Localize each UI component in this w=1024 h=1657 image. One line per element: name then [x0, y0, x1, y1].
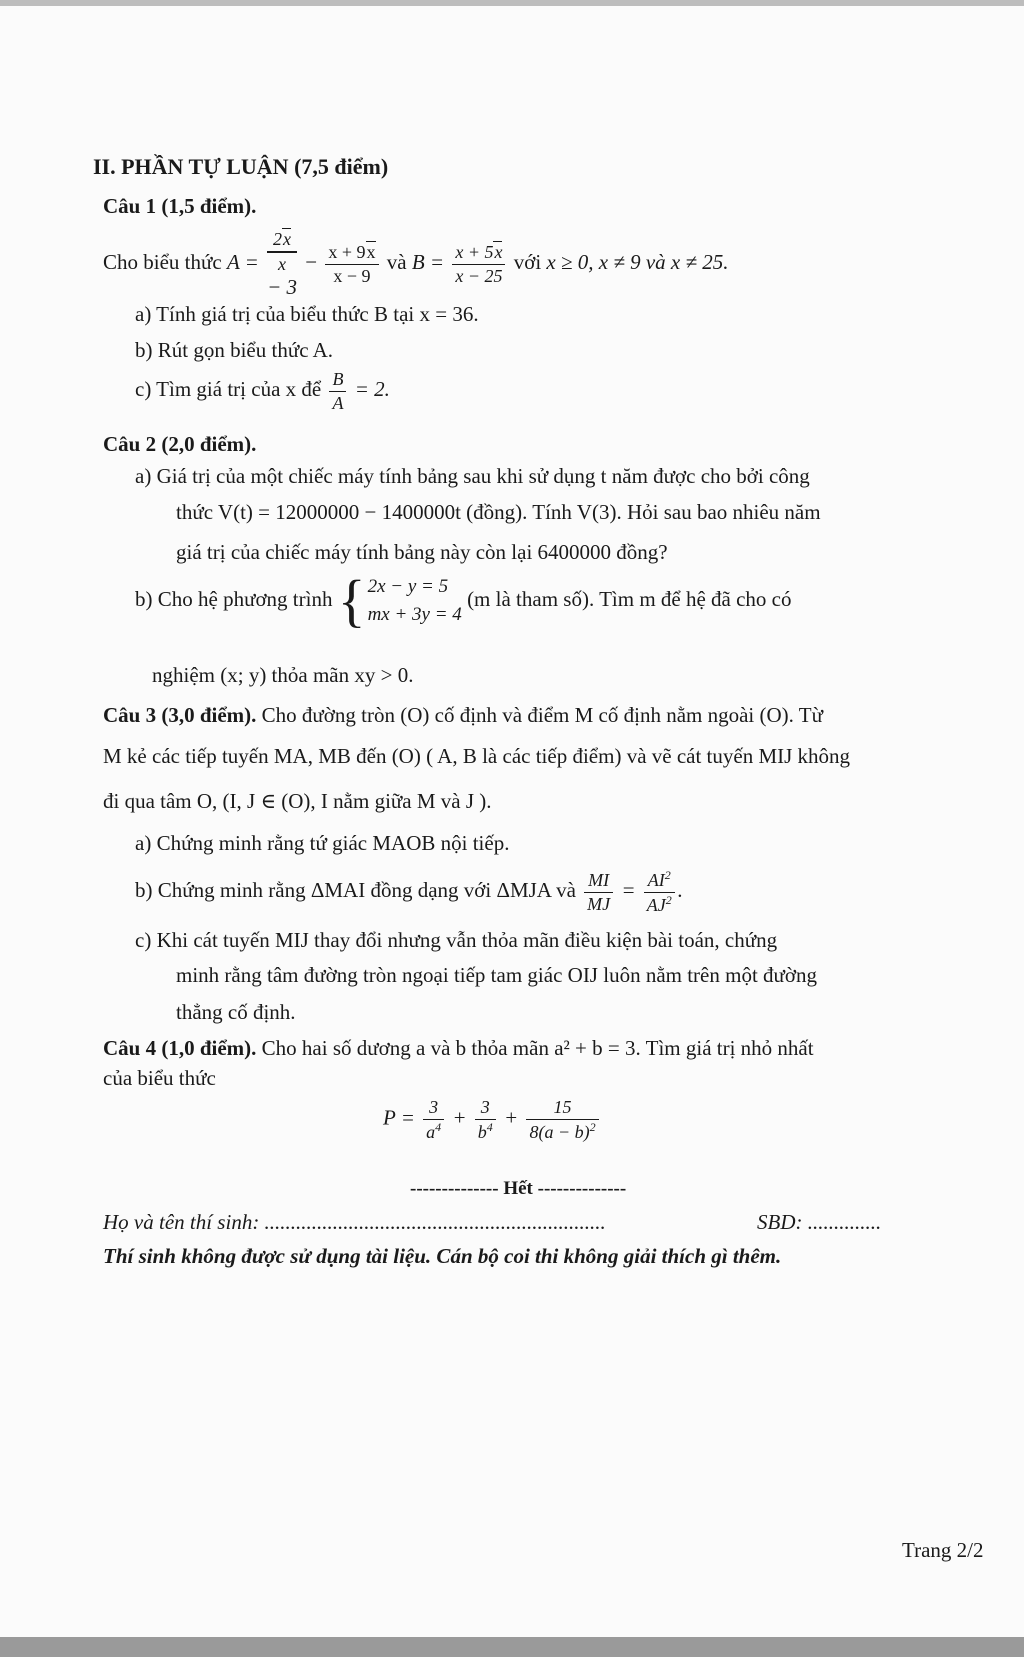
q4-line2: của biểu thức [103, 1066, 216, 1090]
q2-eq1: 2x − y = 5 [367, 575, 449, 597]
expr-B: B = $\frac{x + 5x}{x - 25}$ [412, 250, 514, 274]
q1-expression-line: Cho biểu thức A = 2x x − 3 − $\frac{x + 9x}{x - 9}$ và B = $\frac{x + 5x}{x - 25}$ với x ≥ 0, x ≠ 9 và x ≠ 25. [103, 229, 729, 299]
q3-part-a: a) Chứng minh rằng tứ giác MAOB nội tiếp. [135, 831, 510, 855]
sbd-line: SBD: .............. [757, 1210, 882, 1234]
q3-part-c-line1: c) Khi cát tuyến MIJ thay đổi nhưng vẫn thỏa mãn điều kiện bài toán, chứng [135, 928, 778, 952]
q2-part-a-line3: giá trị của chiếc máy tính bảng này còn lại 6400000 đồng? [176, 540, 668, 564]
q4-line1-text: Cho hai số dương a và b thỏa mãn a² + b = 3. Tìm giá trị nhỏ nhất [256, 1036, 814, 1060]
q2-part-a-line1: a) Giá trị của một chiếc máy tính bảng sau khi sử dụng t năm được cho bởi công [135, 464, 810, 488]
q4-heading: Câu 4 (1,0 điểm). [103, 1036, 257, 1060]
q2-part-b-intro: b) Cho hệ phương trình [135, 586, 333, 611]
q3-line3: đi qua tâm O, (I, J ∈ (O), I nằm giữa M và J ). [103, 789, 492, 813]
q3-part-c-line2: minh rằng tâm đường tròn ngoại tiếp tam giác OIJ luôn nằm trên một đường [176, 963, 818, 987]
q2-part-a-line2: thức V(t) = 12000000 − 1400000t (đồng). Tính V(3). Hỏi sau bao nhiêu năm [176, 500, 821, 524]
q3-part-c-line3: thẳng cố định. [176, 1000, 296, 1024]
q2-eq2: mx + 3y = 4 [367, 604, 462, 625]
q2-part-b-line2: nghiệm (x; y) thỏa mãn xy > 0. [152, 663, 414, 687]
exam-page [0, 6, 1024, 1637]
expr-A: A = 2x x − 3 [226, 229, 297, 299]
q4-line1 [103, 1036, 814, 1061]
q3-line2: M kẻ các tiếp tuyến MA, MB đến (O) ( A, B là các tiếp điểm) và vẽ cát tuyến MIJ không [103, 744, 851, 768]
page-number: Trang 2/2 [902, 1538, 984, 1562]
q3-part-b: b) Chứng minh rằng ΔMAI đồng dạng với ΔMJA và $\frac{MI}{MJ}$ = $\frac{AI^2}{AJ^2}$ . [135, 868, 684, 915]
candidate-name-line: Họ và tên thí sinh: ................................................................. [103, 1210, 606, 1234]
q4-formula: P = $\frac{3}{a^4}$ + $\frac{3}{b^4}$ + $\frac{15}{8(a - b)^2}$ [383, 1096, 602, 1143]
q1-part-c-text: c) Tìm giá trị của x để [135, 376, 322, 401]
q2-part-b-rest: (m là tham số). Tìm m để hệ đã cho có [467, 586, 792, 611]
q1-part-c: c) Tìm giá trị của x để $\frac{B}{A}$ = 2. [135, 369, 390, 413]
q3-line1-text: Cho đường tròn (O) cố định và điểm M cố định nằm ngoài (O). Từ [256, 703, 823, 727]
q1-intro: Cho biểu thức [103, 249, 222, 274]
q1-with: với [513, 249, 542, 274]
q3-part-b-text: b) Chứng minh rằng ΔMAI đồng dạng với ΔMJA và [135, 877, 576, 902]
section-title: II. PHẦN TỰ LUẬN (7,5 điểm) [93, 154, 389, 179]
q3-heading: Câu 3 (3,0 điểm). [103, 703, 257, 727]
q1-and: và [386, 249, 407, 274]
end-marker: -------------- Hết -------------- [410, 1178, 627, 1199]
q1-condition: x ≥ 0, x ≠ 9 và x ≠ 25. [546, 249, 729, 274]
q1-part-b: b) Rút gọn biểu thức A. [135, 338, 334, 362]
candidate-note: Thí sinh không được sử dụng tài liệu. Cán bộ coi thi không giải thích gì thêm. [103, 1244, 782, 1268]
screen-bottom-bar [0, 1637, 1024, 1657]
q1-heading: Câu 1 (1,5 điểm). [103, 194, 257, 218]
q2-heading: Câu 2 (2,0 điểm). [103, 432, 257, 456]
q2-part-b-line1: b) Cho hệ phương trình { 2x − y = 5 mx + 3y = 4 (m là tham số). Tìm m để hệ đã cho có [135, 568, 792, 633]
q3-line1 [103, 703, 823, 728]
q1-part-a: a) Tính giá trị của biểu thức B tại x = 36. [135, 302, 479, 326]
